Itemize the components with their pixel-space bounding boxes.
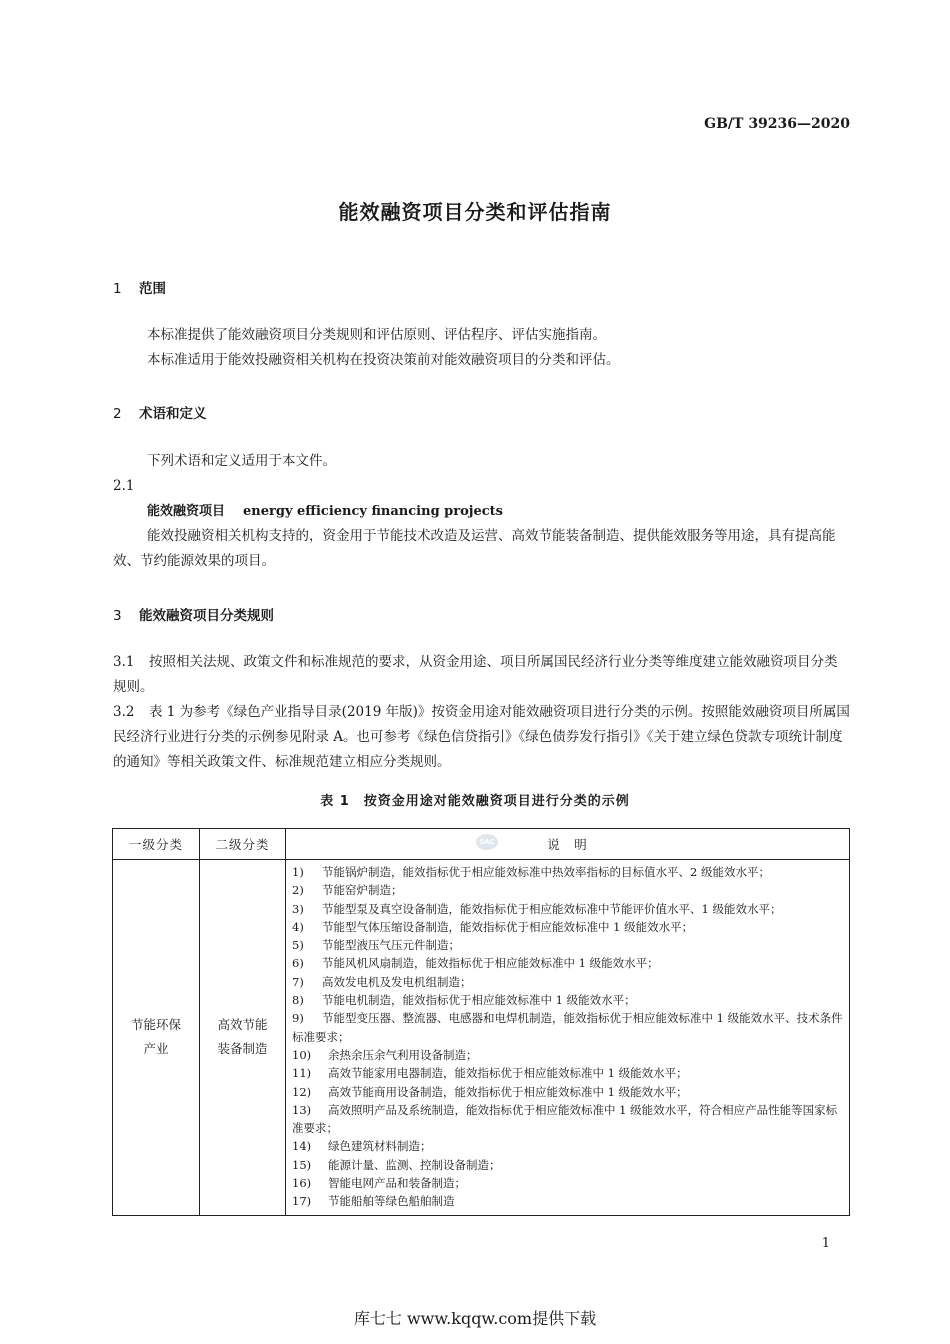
list-item <box>292 863 843 881</box>
section-1-para-1: 本标准提供了能效融资项目分类规则和评估原则、评估程序、评估实施指南。 <box>147 327 606 343</box>
list-item <box>292 954 843 972</box>
term-2-1-chinese: 能效融资项目 <box>147 504 226 519</box>
item-text: 能源计量、监测、控制设备制造； <box>328 1157 501 1172</box>
list-item <box>292 1156 843 1174</box>
item-index: 8) <box>292 993 304 1008</box>
sac-watermark-icon: SAC <box>476 834 498 850</box>
item-text: 节能型变压器、整流器、电感器和电焊机制造，能效指标优于相应能效标准中 1 级能效水平、技术条件标准要求； <box>292 1011 843 1044</box>
list-item <box>292 973 843 991</box>
item-index: 14) <box>292 1139 312 1154</box>
footer-download-note: 库七七 www.kqqw.com提供下载 <box>353 1309 597 1328</box>
section-1-heading <box>113 277 166 297</box>
item-index: 15) <box>292 1157 312 1172</box>
term-2-1-entry <box>113 499 850 524</box>
term-2-1-number: 2.1 <box>113 478 135 494</box>
item-index: 13) <box>292 1102 312 1117</box>
section-1-para-2: 本标准适用于能效投融资相关机构在投资决策前对能效融资项目的分类和评估。 <box>147 352 620 368</box>
list-item <box>292 1046 843 1064</box>
list-item <box>292 1101 843 1138</box>
item-index: 10) <box>292 1047 312 1062</box>
item-text: 节能型泵及真空设备制造，能效指标优于相应能效标准中节能评价值水平、1 级能效水平； <box>322 901 782 916</box>
section-1-number: 1 <box>113 281 122 297</box>
section-2-title: 术语和定义 <box>139 406 207 422</box>
list-item <box>292 1064 843 1082</box>
item-text: 高效节能家用电器制造，能效指标优于相应能效标准中 1 级能效水平； <box>328 1066 688 1081</box>
item-text: 节能电机制造，能效指标优于相应能效标准中 1 级能效水平； <box>322 993 636 1008</box>
list-item <box>292 1009 843 1046</box>
item-text: 智能电网产品和装备制造； <box>328 1176 466 1191</box>
clause-3-1 <box>113 650 850 700</box>
list-item <box>292 1083 843 1101</box>
list-item <box>292 1174 843 1192</box>
list-item <box>292 936 843 954</box>
clause-3-2 <box>113 700 850 775</box>
item-index: 17) <box>292 1194 312 1209</box>
section-2-intro: 下列术语和定义适用于本文件。 <box>147 453 336 469</box>
item-index: 1) <box>292 865 304 879</box>
item-text: 高效发电机及发电机组制造； <box>322 974 472 989</box>
level1-text: 节能环保产业 <box>130 1017 181 1057</box>
item-index: 11) <box>292 1066 312 1081</box>
item-index: 4) <box>292 919 304 934</box>
section-2-heading <box>113 402 207 422</box>
item-text: 节能船舶等绿色船舶制造 <box>328 1194 455 1209</box>
list-item <box>292 881 843 899</box>
item-index: 3) <box>292 901 304 916</box>
document-title: 能效融资项目分类和评估指南 <box>338 200 612 224</box>
section-1-title: 范围 <box>139 281 166 297</box>
column-header-description: 说 明 <box>286 829 850 860</box>
item-text: 节能风机风扇制造，能效指标优于相应能效标准中 1 级能效水平； <box>322 956 659 971</box>
page-number: 1 <box>821 1236 830 1251</box>
standard-number: GB/T 39236—2020 <box>704 116 850 132</box>
clause-3-1-text: 按照相关法规、政策文件和标准规范的要求，从资金用途、项目所属国民经济行业分类等维度建立能效融资项目分类规则。 <box>113 654 838 695</box>
table-1-caption: 表 1 按资金用途对能效融资项目进行分类的示例 <box>320 794 630 809</box>
clause-3-2-number: 3.2 <box>113 704 135 720</box>
item-index: 12) <box>292 1084 312 1099</box>
level1-cell <box>113 860 200 1216</box>
list-item <box>292 1192 843 1210</box>
classification-table <box>112 828 850 1216</box>
item-text: 节能锅炉制造，能效指标优于相应能效标准中热效率指标的目标值水平、2 级能效水平； <box>322 865 770 879</box>
item-index: 9) <box>292 1011 304 1026</box>
column-header-level1: 一级分类 <box>113 829 200 860</box>
item-index: 7) <box>292 974 304 989</box>
list-item <box>292 991 843 1009</box>
item-text: 节能型液压气压元件制造； <box>322 938 460 953</box>
item-text: 高效照明产品及系统制造，能效指标优于相应能效标准中 1 级能效水平，符合相应产品性能等国家标准要求； <box>292 1102 838 1136</box>
list-item <box>292 918 843 936</box>
term-2-1-definition: 能效投融资相关机构支持的，资金用于节能技术改造及运营、高效节能装备制造、提供能效服务等用途，具有提高能效、节约能源效果的项目。 <box>113 528 836 569</box>
table-row <box>113 860 850 1216</box>
section-2-number: 2 <box>113 406 122 422</box>
section-3-number: 3 <box>113 608 122 624</box>
section-3-heading <box>113 604 274 624</box>
clause-3-1-number: 3.1 <box>113 654 135 670</box>
item-text: 节能型气体压缩设备制造，能效指标优于相应能效标准中 1 级能效水平； <box>322 919 694 934</box>
clause-3-2-text: 表 1 为参考《绿色产业指导目录(2019 年版)》按资金用途对能效融资项目进行分类的示例。按照能效融资项目所属国民经济行业进行分类的示例参见附录 A。也可参考《绿色信贷指引》《绿色债券发行指引》《关于建立绿色贷款专项统计制度的通知》等相关政策文件、标准规范建立相应分类规则。 <box>113 704 850 770</box>
item-text: 高效节能商用设备制造，能效指标优于相应能效标准中 1 级能效水平； <box>328 1084 688 1099</box>
list-item <box>292 1137 843 1155</box>
column-header-level2: 二级分类 <box>200 829 286 860</box>
section-3-title: 能效融资项目分类规则 <box>139 608 274 624</box>
item-index: 2) <box>292 883 304 898</box>
item-index: 16) <box>292 1176 312 1191</box>
list-item <box>292 900 843 918</box>
item-index: 6) <box>292 956 304 971</box>
item-text: 绿色建筑材料制造； <box>328 1139 432 1154</box>
term-2-1-english: energy efficiency financing projects <box>243 504 504 519</box>
level2-text: 高效节能装备制造 <box>217 1017 268 1057</box>
item-index: 5) <box>292 938 304 953</box>
item-text: 节能窑炉制造； <box>322 883 403 898</box>
description-cell <box>286 860 850 1216</box>
item-text: 余热余压余气利用设备制造； <box>328 1047 478 1062</box>
level2-cell <box>200 860 286 1216</box>
